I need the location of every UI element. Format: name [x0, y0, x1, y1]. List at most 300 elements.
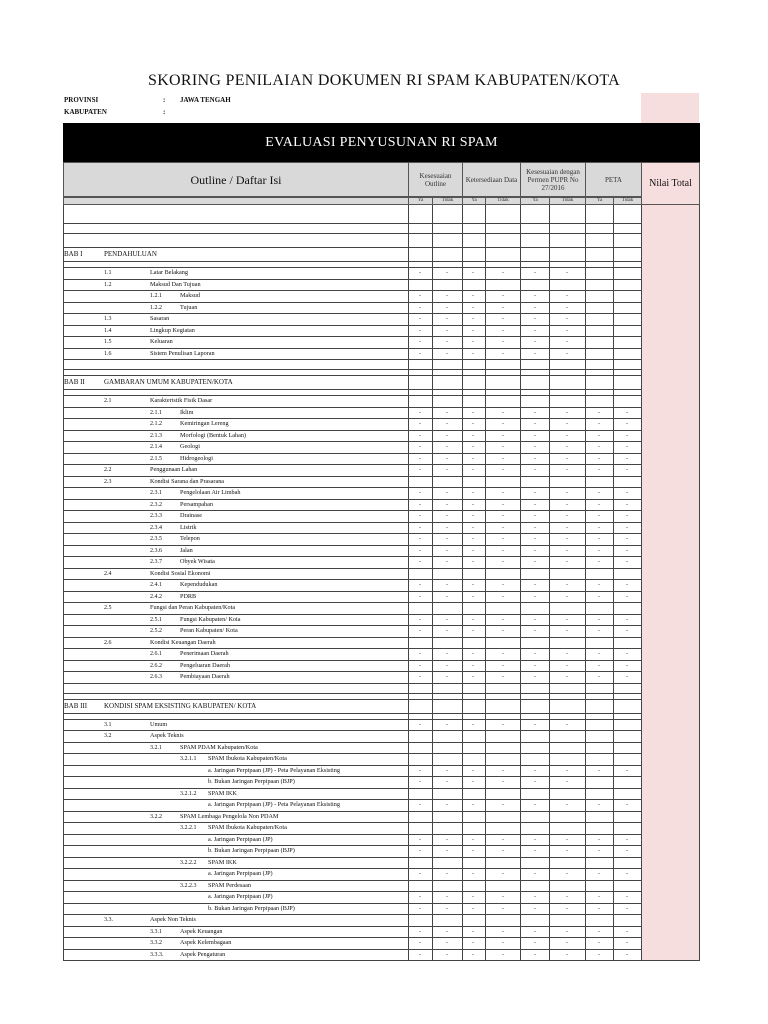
row-divider	[63, 247, 700, 248]
score-cell: -	[472, 304, 474, 311]
score-cell: -	[419, 490, 421, 496]
score-cell: -	[502, 467, 504, 473]
score-cell: -	[534, 628, 536, 634]
row-divider	[63, 857, 700, 858]
outline-number: 2.1.1	[150, 409, 162, 416]
outline-item: Maksud Dan Tujuan	[150, 280, 201, 288]
nilai-total-cell	[641, 430, 699, 442]
score-cell: -	[598, 501, 600, 508]
nilai-total-cell	[641, 926, 699, 938]
score-cell: -	[566, 316, 568, 322]
outline-item: Kondisi Keuangan Daerah	[150, 638, 216, 646]
score-cell: -	[598, 582, 600, 588]
outline-number: 2.4	[104, 570, 112, 577]
score-cell: -	[534, 651, 536, 657]
score-cell: -	[566, 524, 568, 531]
outline-item: Penggunaan Lahan	[150, 466, 198, 473]
outline-item: PDRB	[180, 592, 197, 600]
score-cell: -	[566, 836, 568, 843]
header-nilai-total: Nilai Total	[641, 162, 700, 205]
nilai-total-cell	[641, 487, 699, 499]
bab-title: GAMBARAN UMUM KABUPATEN/KOTA	[104, 378, 233, 386]
score-cell: -	[502, 721, 504, 728]
score-cell: -	[626, 651, 628, 657]
score-cell: -	[502, 767, 504, 774]
score-cell: -	[419, 905, 421, 912]
score-cell: -	[566, 951, 568, 958]
score-cell: -	[566, 455, 568, 462]
score-cell: -	[419, 536, 421, 542]
outline-item: SPAM PDAM Kabupaten/Kota	[180, 743, 258, 751]
score-cell: -	[419, 432, 421, 439]
score-cell: -	[446, 350, 448, 357]
score-cell: -	[446, 871, 448, 877]
nilai-total-cell	[641, 868, 699, 880]
outline-number: 2.2	[104, 467, 112, 473]
score-cell: -	[446, 327, 448, 334]
bab-title: PENDAHULUAN	[104, 250, 157, 258]
outline-item: Aspek Pengaturan	[180, 950, 226, 958]
score-cell: -	[419, 616, 421, 623]
score-cell: -	[598, 651, 600, 657]
score-cell: -	[446, 616, 448, 623]
score-cell: -	[566, 779, 568, 785]
score-cell: -	[598, 628, 600, 634]
score-cell: -	[566, 293, 568, 299]
score-cell: -	[534, 848, 536, 854]
nilai-total-cell	[641, 776, 699, 788]
row-divider	[63, 522, 700, 523]
section-banner: EVALUASI PENYUSUNAN RI SPAM	[63, 123, 700, 162]
nilai-total-cell	[641, 811, 699, 823]
nilai-total-cell	[641, 336, 699, 348]
bab-title: KONDISI SPAM EKSISTING KABUPATEN/ KOTA	[104, 701, 257, 710]
nilai-total-cell	[641, 880, 699, 892]
nilai-total-cell	[641, 279, 699, 291]
outline-item: Lingkup Kegiatan	[150, 326, 195, 334]
score-cell: -	[446, 270, 448, 276]
score-cell: -	[534, 662, 536, 669]
row-divider	[63, 389, 700, 390]
row-divider	[63, 476, 700, 477]
outline-item: SPAM Ibukota Kabupaten/Kota	[208, 824, 287, 831]
row-divider	[63, 834, 700, 835]
row-divider	[63, 407, 700, 408]
outline-number: 2.1.3	[150, 432, 162, 439]
provinsi-label: PROVINSI	[64, 96, 99, 104]
outline-number: 3.2.1	[150, 744, 162, 751]
score-cell: -	[502, 779, 504, 785]
row-divider	[63, 799, 700, 800]
score-cell: -	[502, 409, 504, 416]
score-cell: -	[502, 628, 504, 634]
row-divider	[63, 313, 700, 314]
score-cell: -	[419, 547, 421, 554]
row-divider	[63, 822, 700, 823]
outline-item: Fungsi dan Peran Kabupaten/Kota	[150, 604, 236, 611]
row-divider	[63, 261, 700, 262]
score-cell: -	[446, 582, 448, 588]
score-cell: -	[502, 593, 504, 600]
score-cell: -	[446, 721, 448, 728]
score-cell: -	[419, 802, 421, 808]
nilai-total-cell	[641, 223, 699, 233]
outline-item: Pembiayaan Daerah	[180, 673, 230, 680]
score-cell: -	[566, 940, 568, 946]
outline-item: a. Jaringan Perpipaan (JP)	[208, 835, 273, 843]
outline-item: Fungsi Kabupaten/ Kota	[180, 615, 241, 623]
score-cell: -	[419, 940, 421, 946]
score-cell: -	[626, 547, 628, 554]
score-cell: -	[626, 871, 628, 877]
provinsi-value: JAWA TENGAH	[180, 96, 231, 104]
score-cell: -	[598, 513, 600, 519]
outline-number: 3.3.3.	[150, 951, 164, 958]
nilai-total-cell	[641, 302, 699, 314]
score-cell: -	[472, 316, 474, 322]
outline-item: Kemiringan Lereng	[180, 420, 229, 427]
score-cell: -	[502, 662, 504, 669]
score-cell: -	[598, 894, 600, 900]
score-cell: -	[472, 802, 474, 808]
outline-number: 2.5.1	[150, 616, 162, 623]
outline-number: 1.2.2	[150, 304, 162, 311]
score-cell: -	[419, 524, 421, 531]
score-cell: -	[419, 721, 421, 728]
outline-item: Kependudukan	[180, 581, 218, 588]
outline-number: 2.6.3	[150, 674, 162, 680]
score-cell: -	[566, 327, 568, 334]
score-cell: -	[566, 894, 568, 900]
score-cell: -	[419, 559, 421, 565]
score-cell: -	[566, 547, 568, 554]
score-cell: -	[502, 339, 504, 345]
outline-item: Aspek Non Teknis	[150, 916, 196, 923]
score-cell: -	[598, 467, 600, 473]
nilai-total-cell	[641, 407, 699, 419]
score-cell: -	[566, 593, 568, 600]
nilai-total-cell	[641, 579, 699, 591]
header-outline: Outline / Daftar Isi	[63, 162, 409, 197]
row-divider	[63, 719, 700, 720]
outline-item: Aspek Kelembagaan	[180, 939, 232, 946]
nilai-total-cell	[641, 788, 699, 800]
score-cell: -	[419, 894, 421, 900]
outline-number: 2.6.2	[150, 662, 162, 669]
score-cell: -	[472, 559, 474, 565]
outline-number: 3.2.1.1	[180, 756, 197, 762]
kabupaten-label: KABUPATEN	[64, 108, 107, 116]
nilai-total-cell	[641, 730, 699, 742]
score-cell: -	[598, 455, 600, 462]
score-cell: -	[446, 559, 448, 565]
score-cell: -	[534, 490, 536, 496]
score-cell: -	[472, 651, 474, 657]
subheader-ya-2: Ya	[462, 197, 486, 205]
score-cell: -	[534, 421, 536, 427]
score-cell: -	[626, 536, 628, 542]
outline-item: b. Bukan Jaringan Perpipaan (BJP)	[208, 847, 295, 854]
score-cell: -	[472, 871, 474, 877]
outline-number: 3.3.1	[150, 928, 162, 935]
score-cell: -	[534, 547, 536, 554]
score-cell: -	[472, 444, 474, 450]
page-title: SKORING PENILAIAN DOKUMEN RI SPAM KABUPATEN/KOTA	[148, 72, 620, 89]
column-divider	[408, 205, 409, 960]
row-divider	[63, 233, 700, 234]
outline-item: Kondisi Sarana dan Prasarana	[150, 477, 225, 485]
score-cell: -	[598, 802, 600, 808]
score-cell: -	[446, 409, 448, 416]
score-cell: -	[598, 928, 600, 935]
score-cell: -	[626, 513, 628, 519]
score-cell: -	[502, 293, 504, 299]
score-cell: -	[566, 536, 568, 542]
column-divider	[520, 205, 521, 960]
score-cell: -	[598, 836, 600, 843]
score-cell: -	[598, 905, 600, 912]
score-cell: -	[626, 582, 628, 588]
score-cell: -	[502, 327, 504, 334]
score-cell: -	[502, 501, 504, 508]
score-cell: -	[598, 409, 600, 416]
score-cell: -	[566, 270, 568, 276]
score-cell: -	[566, 421, 568, 427]
score-cell: -	[446, 467, 448, 473]
score-cell: -	[534, 270, 536, 276]
row-divider	[63, 602, 700, 603]
outline-item: SPAM IKK	[208, 789, 237, 797]
score-cell: -	[566, 467, 568, 473]
score-cell: -	[419, 662, 421, 669]
score-cell: -	[534, 894, 536, 900]
score-cell: -	[472, 928, 474, 935]
score-cell: -	[626, 524, 628, 531]
outline-number: 3.3.	[104, 917, 113, 923]
nilai-total-cell	[641, 699, 699, 713]
outline-number: 2.6.1	[150, 651, 162, 657]
score-cell: -	[502, 547, 504, 554]
outline-item: Iklim	[180, 408, 194, 416]
score-cell: -	[446, 767, 448, 774]
score-cell: -	[566, 662, 568, 669]
nilai-total-cell	[641, 937, 699, 949]
outline-item: Karakteristik Fisik Dasar	[150, 397, 213, 404]
nilai-total-cell	[641, 637, 699, 649]
column-divider	[641, 205, 642, 960]
outline-item: Peran Kabupaten/ Kota	[180, 627, 238, 634]
score-cell: -	[502, 582, 504, 588]
score-cell: -	[502, 836, 504, 843]
score-cell: -	[446, 628, 448, 634]
score-cell: -	[566, 721, 568, 728]
score-cell: -	[566, 928, 568, 935]
row-divider	[63, 693, 700, 694]
row-divider	[63, 499, 700, 500]
nilai-total-cell	[641, 499, 699, 511]
outline-number: 1.1	[104, 270, 112, 276]
score-cell: -	[502, 513, 504, 519]
nilai-total-cell	[641, 545, 699, 557]
column-divider	[485, 205, 486, 960]
outline-number: 1.2.1	[150, 293, 162, 299]
subheader-tidak-3: Tidak	[549, 197, 586, 205]
score-cell: -	[598, 871, 600, 877]
nilai-total-cell	[641, 247, 699, 261]
outline-number: 3.2.2	[150, 813, 162, 820]
row-divider	[63, 568, 700, 569]
score-cell: -	[446, 432, 448, 439]
score-cell: -	[598, 421, 600, 427]
score-cell: -	[502, 951, 504, 958]
score-cell: -	[598, 767, 600, 774]
nilai-total-cell	[641, 348, 699, 360]
score-cell: -	[566, 432, 568, 439]
nilai-total-cell	[641, 949, 699, 961]
score-cell: -	[502, 928, 504, 935]
score-cell: -	[626, 432, 628, 439]
row-divider	[63, 336, 700, 337]
score-cell: -	[419, 513, 421, 519]
nilai-total-cell	[641, 822, 699, 834]
row-divider	[63, 418, 700, 419]
score-cell: -	[446, 547, 448, 554]
row-divider	[63, 753, 700, 754]
score-cell: -	[472, 767, 474, 774]
row-divider	[63, 375, 700, 376]
score-cell: -	[534, 582, 536, 588]
score-cell: -	[534, 779, 536, 785]
score-cell: -	[534, 455, 536, 462]
score-cell: -	[502, 270, 504, 276]
score-cell: -	[446, 593, 448, 600]
nilai-total-cell	[641, 476, 699, 488]
column-divider	[432, 205, 433, 960]
row-divider	[63, 914, 700, 915]
score-cell: -	[534, 871, 536, 877]
score-cell: -	[419, 871, 421, 877]
score-cell: -	[502, 848, 504, 854]
score-cell: -	[419, 848, 421, 854]
score-cell: -	[626, 455, 628, 462]
score-cell: -	[446, 421, 448, 427]
score-cell: -	[566, 559, 568, 565]
score-cell: -	[566, 848, 568, 854]
score-cell: -	[598, 547, 600, 554]
score-cell: -	[472, 293, 474, 299]
row-divider	[63, 637, 700, 638]
score-cell: -	[566, 501, 568, 508]
outline-item: Drainase	[180, 512, 202, 519]
bab-number: BAB I	[64, 250, 83, 258]
outline-item: Jalan	[180, 546, 193, 554]
score-cell: -	[419, 836, 421, 843]
nilai-total-cell	[641, 602, 699, 614]
row-divider	[63, 369, 700, 370]
outline-item: Latar Belakang	[150, 269, 188, 276]
row-divider	[63, 960, 700, 961]
score-cell: -	[598, 674, 600, 680]
score-cell: -	[626, 467, 628, 473]
row-divider	[63, 776, 700, 777]
row-divider	[63, 788, 700, 789]
nilai-total-cell	[641, 205, 699, 223]
score-cell: -	[472, 593, 474, 600]
score-cell: -	[419, 628, 421, 634]
row-divider	[63, 742, 700, 743]
outline-item: Umum	[150, 720, 168, 728]
score-cell: -	[472, 616, 474, 623]
score-cell: -	[472, 501, 474, 508]
score-cell: -	[626, 767, 628, 774]
outline-number: 3.2.1.2	[180, 790, 197, 797]
score-cell: -	[419, 582, 421, 588]
header-kesesuaian-permen: Kesesuaian dengan Permen PUPR No 27/2016	[520, 162, 586, 197]
score-cell: -	[419, 779, 421, 785]
row-divider	[63, 730, 700, 731]
score-cell: -	[502, 490, 504, 496]
score-cell: -	[502, 432, 504, 439]
score-cell: -	[419, 316, 421, 322]
score-cell: -	[534, 721, 536, 728]
column-divider	[549, 205, 550, 960]
nilai-total-cell	[641, 648, 699, 660]
score-cell: -	[472, 409, 474, 416]
row-divider	[63, 699, 700, 700]
score-cell: -	[566, 674, 568, 680]
score-cell: -	[566, 350, 568, 357]
score-cell: -	[446, 905, 448, 912]
score-cell: -	[419, 444, 421, 450]
header-peta: PETA	[585, 162, 642, 197]
score-cell: -	[626, 848, 628, 854]
score-cell: -	[419, 467, 421, 473]
score-cell: -	[626, 501, 628, 508]
outline-number: 2.1.5	[150, 455, 162, 462]
score-cell: -	[566, 444, 568, 450]
outline-item: a. Jaringan Perpipaan (JP)	[208, 893, 273, 900]
score-cell: -	[566, 616, 568, 623]
row-divider	[63, 267, 700, 268]
outline-number: 2.3.5	[150, 536, 162, 542]
outline-number: 2.5	[104, 605, 112, 611]
score-cell: -	[419, 674, 421, 680]
nilai-total-cell	[641, 464, 699, 476]
score-cell: -	[472, 455, 474, 462]
score-cell: -	[502, 316, 504, 322]
nilai-total-cell	[641, 267, 699, 279]
outline-number: 1.6	[104, 350, 112, 357]
score-cell: -	[419, 928, 421, 935]
score-cell: -	[472, 674, 474, 680]
nilai-total-cell	[641, 290, 699, 302]
row-divider	[63, 880, 700, 881]
row-divider	[63, 625, 700, 626]
score-cell: -	[598, 444, 600, 450]
column-divider	[585, 205, 586, 960]
score-cell: -	[472, 467, 474, 473]
outline-item: Geologi	[180, 443, 200, 450]
score-cell: -	[446, 501, 448, 508]
score-cell: -	[566, 767, 568, 774]
score-cell: -	[419, 421, 421, 427]
score-cell: -	[534, 467, 536, 473]
outline-number: 3.3.2	[150, 940, 162, 946]
nilai-total-cell	[641, 891, 699, 903]
subheader-tidak-1: Tidak	[432, 197, 463, 205]
row-divider	[63, 660, 700, 661]
score-cell: -	[534, 444, 536, 450]
